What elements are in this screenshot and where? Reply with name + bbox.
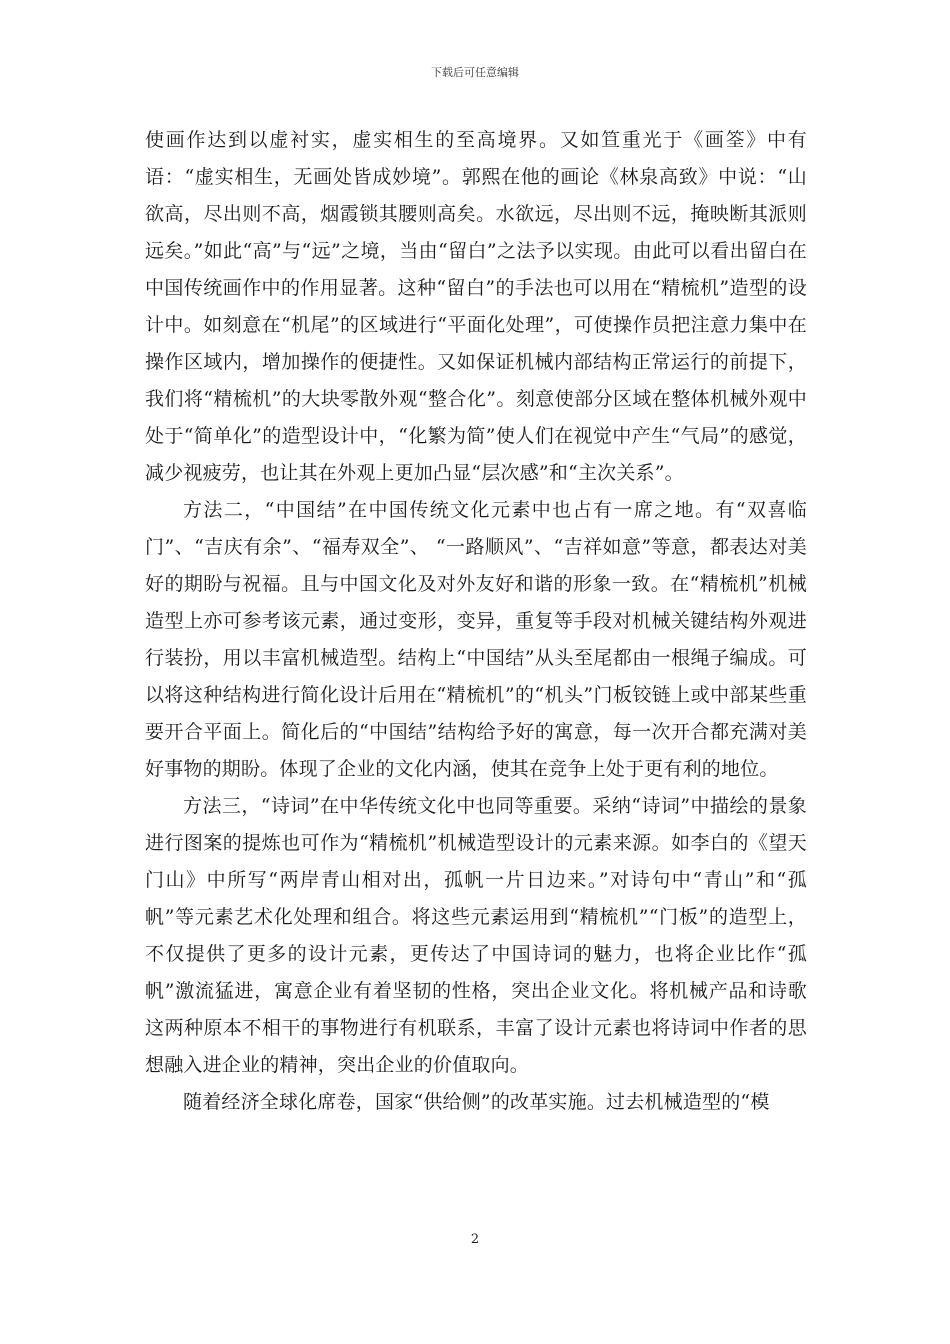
page-number: 2 (470, 1232, 480, 1247)
paragraph-globalization: 随着经济全球化席卷，国家“供给侧”的改革实施。过去机械造型的“模 (183, 1091, 770, 1113)
document-body (145, 122, 807, 1121)
page-header: 下载后可任意编辑 (431, 66, 519, 79)
paragraph-continuation: 使画作达到以虚衬实，虚实相生的至高境界。又如笪重光于《画筌》中有语：“虚实相生，无画处皆成妙境”。郭熙在他的画论《林泉高致》中说：“山欲高，尽出则不高，烟霞锁其腰则高矣。水欲远，尽出则不远，掩映断其派则远矣。”如此“高”与“远”之境，当由“留白”之法予以实现。由此可以看出留白在中国传统画作中的作用显著。这种“留白”的手法也可以用在“精梳机”造型的设计中。如刻意在“机尾”的区域进行“平面化处理”，可使操作员把注意力集中在操作区域内，增加操作的便捷性。又如保证机械内部结构正常运行的前提下，我们将“精梳机”的大块零散外观“整合化”。刻意使部分区域在整体机械外观中处于“简单化”的造型设计中，“化繁为简”使人们在视觉中产生“气局”的感觉，减少视疲劳，也让其在外观上更加凸显“层次感”和“主次关系”。 (145, 129, 807, 484)
paragraph-method-two: 方法二，“中国结”在中国传统文化元素中也占有一席之地。有“双喜临门”、“吉庆有余”、“福寿双全”、 “一路顺风”、“吉祥如意”等意，都表达对美好的期盼与祝福。且与中国文化及对外友好和谐的形象一致。在“精梳机”机械造型上亦可参考该元素，通过变形，变异，重复等手段对机械关键结构外观进行装扮，用以丰富机械造型。结构上“中国结”从头至尾都由一根绳子编成。可以将这种结构进行简化设计后用在“精梳机”的“机头”门板铰链上或中部某些重要开合平面上。简化后的“中国结”结构给予好的寓意，每一次开合都充满对美好事物的期盼。体现了企业的文化内涵，使其在竞争上处于更有利的地位。 (145, 499, 807, 780)
paragraph-method-three: 方法三，“诗词”在中华传统文化中也同等重要。采纳“诗词”中描绘的景象进行图案的提炼也可作为“精梳机”机械造型设计的元素来源。如李白的《望天门山》中所写“两岸青山相对出，孤帆一片日边来。”对诗句中“青山”和“孤帆”等元素艺术化处理和组合。将这些元素运用到“精梳机”“门板”的造型上，不仅提供了更多的设计元素，更传达了中国诗词的魅力，也将企业比作“孤帆”激流猛进，寓意企业有着坚韧的性格，突出企业文化。将机械产品和诗歌这两种原本不相干的事物进行有机联系，丰富了设计元素也将诗词中作者的思想融入进企业的精神，突出企业的价值取向。 (145, 795, 807, 1076)
